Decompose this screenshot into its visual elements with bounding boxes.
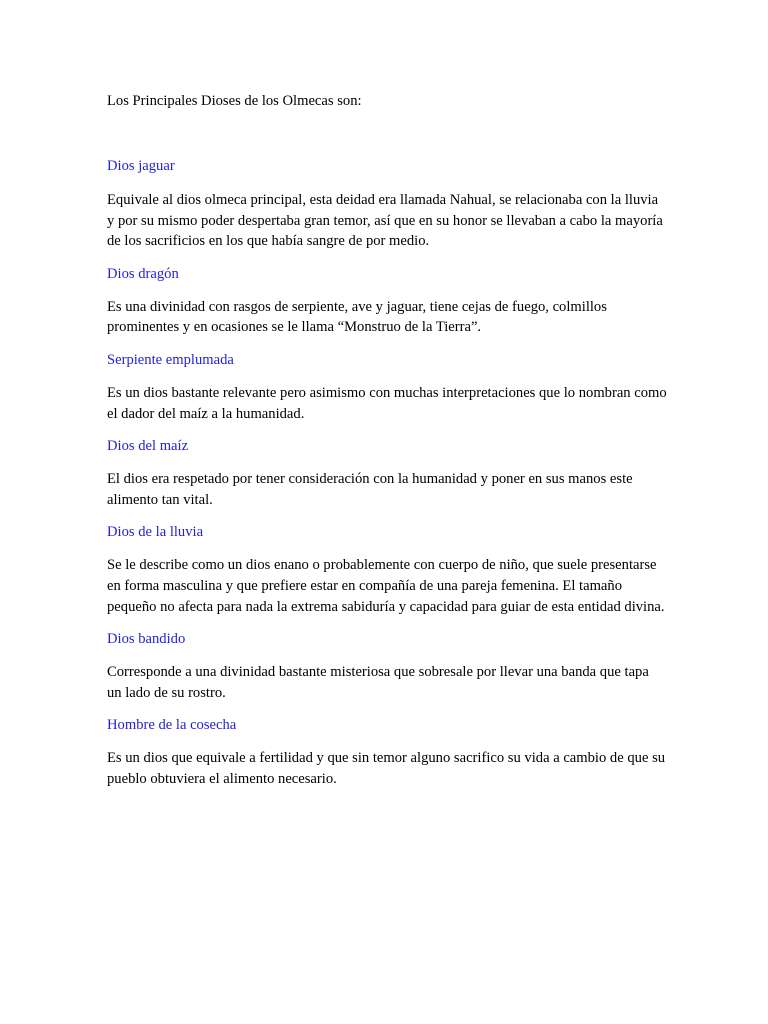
section-body-dios-dragon: Es una divinidad con rasgos de serpiente, ave y jaguar, tiene cejas de fuego, colmillos prominentes y en ocasiones se le llama “Monstruo de la Tierra”.	[107, 298, 607, 336]
section-body-dios-jaguar: Equivale al dios olmeca principal, esta deidad era llamada Nahual, se relacionaba con la lluvia y por su mismo poder despertaba gran temor, así que en su honor se llevaban a cabo la mayoría de los sacrificios en los que había sangre de por medio.	[107, 192, 663, 250]
section-body-dios-del-maiz: El dios era respetado por tener consideración con la humanidad y poner en sus manos este alimento tan vital.	[107, 471, 633, 508]
section-body-hombre-de-la-cosecha: Es un dios que equivale a fertilidad y que sin temor alguno sacrifico su vida a cambio de que su pueblo obtuviera el alimento necesario.	[107, 750, 666, 787]
document-intro: Los Principales Dioses de los Olmecas son:	[107, 93, 362, 109]
section-heading-dios-dragon: Dios dragón	[107, 265, 179, 282]
section-heading-dios-bandido: Dios bandido	[107, 631, 186, 648]
section-heading-dios-jaguar: Dios jaguar	[107, 158, 175, 174]
section-heading-dios-del-maiz: Dios del maíz	[107, 438, 189, 455]
section-body-serpiente-emplumada: Es un dios bastante relevante pero asimismo con muchas interpretaciones que lo nombran como el dador del maíz a la humanidad.	[107, 384, 667, 422]
section-heading-hombre-de-la-cosecha: Hombre de la cosecha	[107, 717, 237, 734]
document-page	[107, 91, 667, 790]
section-body-dios-de-la-lluvia: Se le describe como un dios enano o probablemente con cuerpo de niño, que suele presentarse en forma masculina y que prefiere estar en compañía de una pareja femenina. El tamaño pequeño no afecta para nada la extrema sabiduría y capacidad para guiar de esta entidad divina.	[107, 557, 665, 615]
section-heading-dios-de-la-lluvia: Dios de la lluvia	[107, 524, 204, 541]
section-body-dios-bandido: Corresponde a una divinidad bastante misteriosa que sobresale por llevar una banda que tapa un lado de su rostro.	[107, 664, 649, 701]
section-heading-serpiente-emplumada: Serpiente emplumada	[107, 351, 234, 368]
